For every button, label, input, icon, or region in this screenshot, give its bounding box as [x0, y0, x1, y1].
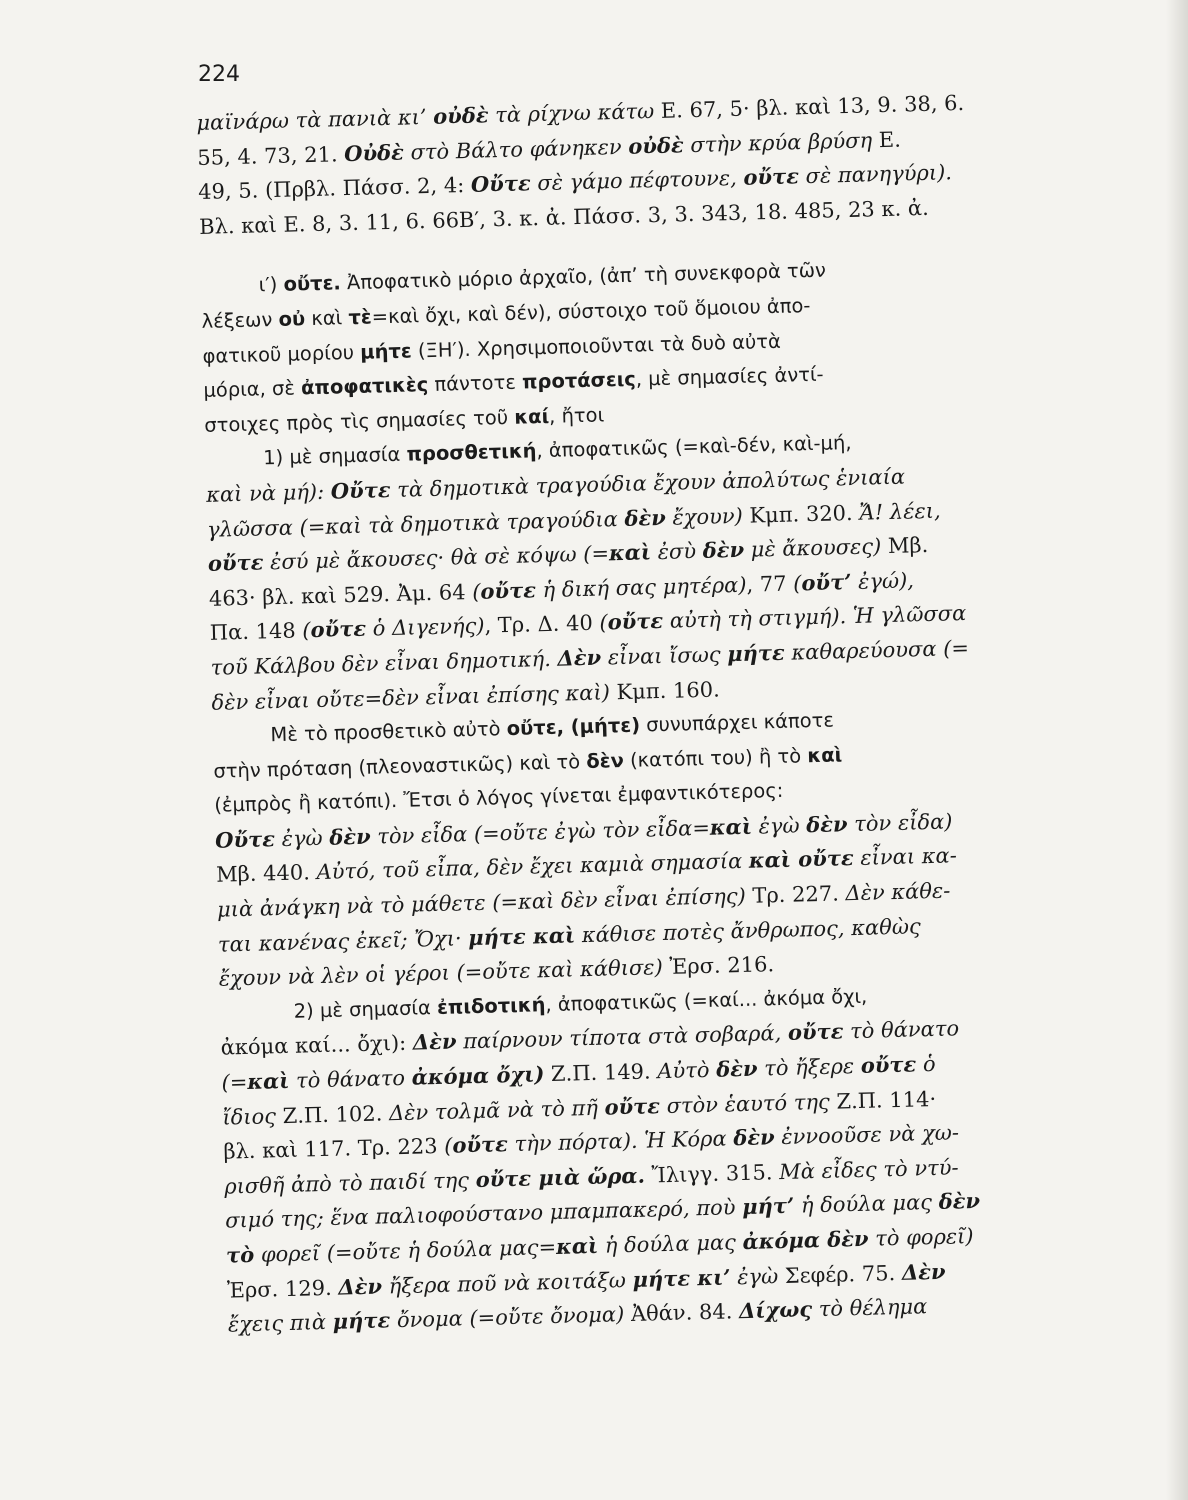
emphasis-run: Δὲν τολμᾶ νὰ τὸ πῆ [388, 1095, 605, 1125]
text-run: , ἤτοι [548, 403, 605, 428]
emphasis-run: τὸ [225, 1241, 255, 1268]
emphasis-run: Ἄ! λέει, [859, 498, 941, 525]
emphasis-run: ἐγώ), [851, 568, 915, 594]
emphasis-run: εἶναι ἴσως [600, 642, 728, 670]
text-run: Σεφέρ. 75. [784, 1260, 903, 1288]
emphasis-run: σιμό της; ἕνα παλιοφούστανο μπαμπακερό, ποὺ [224, 1195, 743, 1234]
emphasis-run: τὴν πόρτα). Ἡ Κόρα [507, 1126, 734, 1157]
text-run: Ζ.Π. 114· [836, 1086, 937, 1114]
emphasis-run: οὔτε [207, 549, 264, 576]
emphasis-run: σὲ γάμο πέφτουνε, [530, 165, 744, 196]
emphasis-run: δὲν [805, 811, 848, 838]
text-run: ι′) [258, 273, 284, 297]
emphasis-run: μήτε [359, 339, 412, 364]
emphasis-run: δὲν [624, 504, 667, 531]
emphasis-run: οὔτε [860, 1051, 917, 1078]
emphasis-run: οὐδὲ [627, 131, 684, 159]
emphasis-run: μὲ ἄκουσες) [743, 534, 889, 562]
text-run: 55, 4. 73, 21. [197, 141, 345, 170]
emphasis-run: Δὲν [338, 1273, 383, 1300]
text-run: 1) μὲ σημασία [262, 442, 407, 470]
body-text [196, 83, 1116, 1343]
emphasis-run: ἐγὼ [730, 1263, 786, 1289]
emphasis-run: προσθετική [406, 439, 537, 466]
text-run: Βλ. καὶ Ε. 8, 3. 11, 6. 66Β′, 3. κ. ἀ. Πάσσ. 3, 3. 343, 18. 485, 23 κ. ἀ. [198, 195, 930, 239]
emphasis-run: δὲν εἶναι οὔτε=δὲν εἶναι ἐπίσης καὶ) [211, 679, 617, 715]
emphasis-run: γλῶσσα (=καὶ τὰ δημοτικὰ τραγούδια [206, 506, 625, 542]
emphasis-run: καὶ οὔτε [748, 845, 855, 874]
emphasis-run: οὔτε [480, 576, 537, 604]
emphasis-run: τὰ δημοτικὰ τραγούδια ἔχουν ἀπολύτως ἑνιαία [390, 464, 906, 502]
emphasis-run: οὐδὲ [432, 102, 489, 129]
emphasis-run: μήτε καὶ [467, 922, 576, 950]
text-run: (ἐμπρὸς ἢ κατόπι). Ἔτσι ὁ λόγος γίνεται ἐμφαντικότερος: [214, 779, 784, 818]
emphasis-run: Μὰ εἶδες τὸ ντύ- [778, 1155, 959, 1184]
emphasis-run: ἀποφατικὲς [300, 373, 429, 400]
emphasis-run: καὶ [709, 813, 753, 840]
emphasis-run: τὸ θάνατο [843, 1016, 960, 1044]
emphasis-run: μαϊνάρω τὰ πανιὰ κι’ [196, 104, 434, 135]
text-run: Κμπ. 320. [749, 500, 860, 528]
emphasis-run: τὸν εἶδα (=οὔτε ἐγὼ τὸν εἶδα= [370, 815, 711, 849]
text-run: Κμπ. 160. [616, 676, 721, 704]
text-run: Πα. 148 [209, 618, 303, 646]
emphasis-run: ἔχουν) [665, 503, 750, 530]
emphasis-run: σὲ πανηγύρι). [798, 160, 953, 189]
text-run: 463· βλ. καὶ 529. Ἀμ. 64 [208, 579, 473, 611]
emphasis-run: καὶ νὰ μή): [205, 479, 332, 507]
emphasis-run: μιὰ ἀνάγκη νὰ τὸ μάθετε (=καὶ δὲν εἶναι ἐπίσης) [216, 883, 753, 922]
emphasis-run: ὄνομα (=οὔτε ὄνομα) [389, 1302, 632, 1333]
emphasis-run: οὔτε [607, 608, 664, 635]
emphasis-run: τὸ ἤξερε [757, 1053, 862, 1081]
text-run: , μὲ σημασίες ἀντί- [635, 362, 824, 391]
emphasis-run: στὴν κρύα βρύση [683, 127, 880, 157]
emphasis-run: ται κανένας ἐκεῖ; Ὄχι· [217, 925, 469, 957]
text-run: 2) μὲ σημασία [293, 995, 438, 1023]
emphasis-run: Δὲν [901, 1258, 946, 1285]
emphasis-run: δὲν [702, 536, 745, 564]
emphasis-run: καί [513, 404, 550, 429]
text-run: , ἀποφατικῶς (=καί... ἀκόμα ὄχι, [545, 984, 868, 1017]
emphasis-run: ἐγὼ [751, 813, 807, 839]
emphasis-run: Αὐτὸ [657, 1057, 717, 1084]
emphasis-run: (= [221, 1070, 248, 1095]
emphasis-run: δὲν [715, 1055, 758, 1082]
emphasis-run: οὔτ’ [801, 568, 852, 596]
emphasis-run: Οὔτε [470, 170, 532, 198]
emphasis-run: ( [302, 618, 311, 643]
text-run: καὶ [304, 306, 349, 331]
text-run: Ἀποφατικὸ μόριο ἀρχαῖο, (ἀπ’ τὴ συνεκφορὰ τῶν [340, 258, 827, 295]
text-run: Ε. 67, 5· βλ. καὶ 13, 9. 38, 6. [660, 90, 965, 123]
emphasis-run: ἐπιδοτική [436, 993, 546, 1019]
text-run: Ἐρσ. 129. [226, 1275, 339, 1303]
text-run: λέξεων [201, 307, 279, 333]
text-run: , Τρ. Δ. 40 [484, 610, 600, 638]
emphasis-run: Δίχως [738, 1296, 813, 1324]
emphasis-run: οὔτε. [283, 271, 342, 297]
emphasis-run: ρισθῆ ἀπὸ τὸ παιδί της [223, 1167, 476, 1199]
text-run: Ἐρσ. 216. [669, 952, 775, 980]
emphasis-run: ἐννοοῦσε νὰ χω- [774, 1120, 960, 1150]
emphasis-run: προτάσεις [521, 367, 637, 394]
text-run: =καὶ ὄχι, καὶ δέν), σύστοιχο τοῦ ὅμοιου ἀπο- [371, 293, 811, 329]
emphasis-run: ἐσὺ [650, 539, 704, 565]
emphasis-run: τοῦ Κάλβου δὲν εἶναι δημοτική. [210, 646, 558, 680]
emphasis-run: οὔτε [743, 163, 800, 190]
emphasis-run: ἀκόμα ὄχι) [411, 1061, 545, 1090]
emphasis-run: Δὲν [412, 1028, 457, 1056]
emphasis-run: κάθισε ποτὲς ἄνθρωπος, καθὼς [574, 913, 921, 948]
page-number: 224 [198, 62, 240, 87]
emphasis-run: οὔτε μιὰ ὥρα. [475, 1162, 646, 1192]
emphasis-run: οὔτε [604, 1092, 661, 1120]
emphasis-run: ἡ δική σας μητέρα) [535, 572, 747, 602]
emphasis-run: τὰ ρίχνω κάτω [488, 98, 662, 128]
emphasis-run: τὸν εἶδα) [847, 809, 953, 837]
emphasis-run: Αὐτό, τοῦ εἶπα, δὲν ἔχει καμιὰ σημασία [316, 849, 750, 885]
emphasis-run: ἀκόμα δὲν [742, 1225, 869, 1255]
emphasis-run: Οὔτε [214, 826, 276, 853]
text-run: Μὲ τὸ προσθετικὸ αὐτὸ [270, 717, 507, 747]
text-run: 49, 5. (Πρβλ. Πάσσ. 2, 4: [197, 173, 472, 205]
emphasis-run: ἐσύ μὲ ἄκουσες· θὰ σὲ κόψω (= [263, 541, 610, 575]
text-run: Ζ.Π. 102. [282, 1100, 390, 1128]
emphasis-run: δὲν [328, 823, 371, 850]
emphasis-run: καὶ [608, 539, 652, 566]
emphasis-run: Δὲν κάθε- [845, 878, 951, 906]
emphasis-run: καὶ [807, 742, 843, 767]
text-run: Ε. [878, 127, 902, 152]
text-run: Ἀθάν. 84. [630, 1299, 740, 1327]
emphasis-run: ( [792, 571, 802, 596]
emphasis-run: ἡ δούλα μας [597, 1230, 743, 1258]
emphasis-run: ὁ [915, 1052, 936, 1077]
text-run: (κατόπι του) ἢ τὸ [623, 743, 808, 772]
emphasis-run: ὁ Διγενής) [365, 613, 485, 642]
emphasis-run: οὔτε [787, 1018, 844, 1046]
emphasis-run: τὸ θέλημα [811, 1294, 928, 1322]
text-run: στὴν πρόταση (πλεοναστικῶς) καὶ τὸ [213, 749, 587, 783]
text-run: Ζ.Π. 149. [544, 1059, 658, 1087]
text-run: (ΞΗ′). Χρησιμοποιοῦνται τὰ δυὸ αὐτὰ [411, 329, 782, 362]
emphasis-run: ( [599, 610, 608, 635]
emphasis-run: φορεῖ (=οὔτε ἡ δούλα μας= [253, 1234, 557, 1267]
emphasis-run: εἶναι κα- [853, 843, 958, 871]
emphasis-run: ( [443, 1133, 453, 1159]
emphasis-run: ἔχουν νὰ λὲν οἱ γέροι (=οὔτε καὶ κάθισε) [218, 955, 670, 991]
emphasis-run: τὸ φορεῖ) [868, 1224, 974, 1251]
text-run: βλ. καὶ 117. Τρ. 223 [223, 1134, 445, 1164]
emphasis-run: οὔτε [452, 1131, 509, 1158]
text-run: ἀκόμα καί... ὄχι): [220, 1031, 414, 1061]
text-run: , 77 [746, 571, 794, 597]
emphasis-run: τὲ [348, 305, 373, 330]
text-run: Μβ. 440. [215, 860, 317, 888]
emphasis-run: αὐτὴ τὴ στιγμή). Ἡ γλῶσσα [662, 601, 967, 634]
emphasis-run: δὲν [938, 1188, 981, 1215]
text-run: Μβ. [887, 533, 929, 559]
emphasis-run: παίρνουν τίποτα στὰ σοβαρά, [456, 1021, 789, 1054]
emphasis-run: καὶ [555, 1232, 599, 1259]
text-run: πάντοτε [427, 370, 523, 397]
emphasis-run: δὲν [732, 1124, 775, 1151]
emphasis-run: Δὲν [557, 644, 602, 671]
text-run: Τρ. 227. [752, 881, 846, 908]
emphasis-run: ἔχεις πιὰ [227, 1310, 334, 1337]
text-run: , ἀποφατικῶς (=καὶ-δέν, καὶ-μή, [536, 431, 852, 463]
text-run: συνυπάρχει κάποτε [639, 708, 835, 737]
emphasis-run: μήτε κι’ [632, 1264, 731, 1292]
emphasis-run: ἤξερα ποῦ νὰ κοιτάξω [381, 1267, 633, 1299]
emphasis-run: μήτε [332, 1307, 391, 1335]
emphasis-run: οὐ [278, 307, 306, 331]
text-run: στοιχες πρὸς τὶς σημασίες τοῦ [204, 405, 515, 437]
text-run: Ἴλιγγ. 315. [644, 1159, 780, 1188]
emphasis-run: οὔτε, (μήτε) [506, 713, 641, 741]
emphasis-run: καθαρεύουσα (= [784, 635, 970, 665]
emphasis-run: δὲν [585, 748, 625, 773]
emphasis-run: ἴδιος [222, 1103, 283, 1130]
emphasis-run: μήτ’ [741, 1193, 795, 1220]
emphasis-run: ἐγὼ [274, 825, 330, 852]
text-run: μόρια, σὲ [203, 376, 302, 403]
emphasis-run: Οὔτε [330, 476, 391, 504]
page-edge-shadow [1166, 0, 1188, 1500]
emphasis-run: στὸ Βάλτο φάνηκεν [403, 134, 629, 165]
emphasis-run: στὸν ἑαυτό της [659, 1089, 837, 1118]
emphasis-run: καὶ [247, 1067, 290, 1095]
emphasis-run: ( [471, 579, 481, 604]
emphasis-run: μήτε [726, 639, 786, 667]
emphasis-run: ἡ δούλα μας [793, 1190, 939, 1219]
text-run: φατικοῦ μορίου [202, 340, 361, 368]
emphasis-run: οὔτε [310, 616, 367, 643]
emphasis-run: τὸ θάνατο [289, 1065, 413, 1093]
emphasis-run: Οὐδὲ [343, 139, 405, 166]
